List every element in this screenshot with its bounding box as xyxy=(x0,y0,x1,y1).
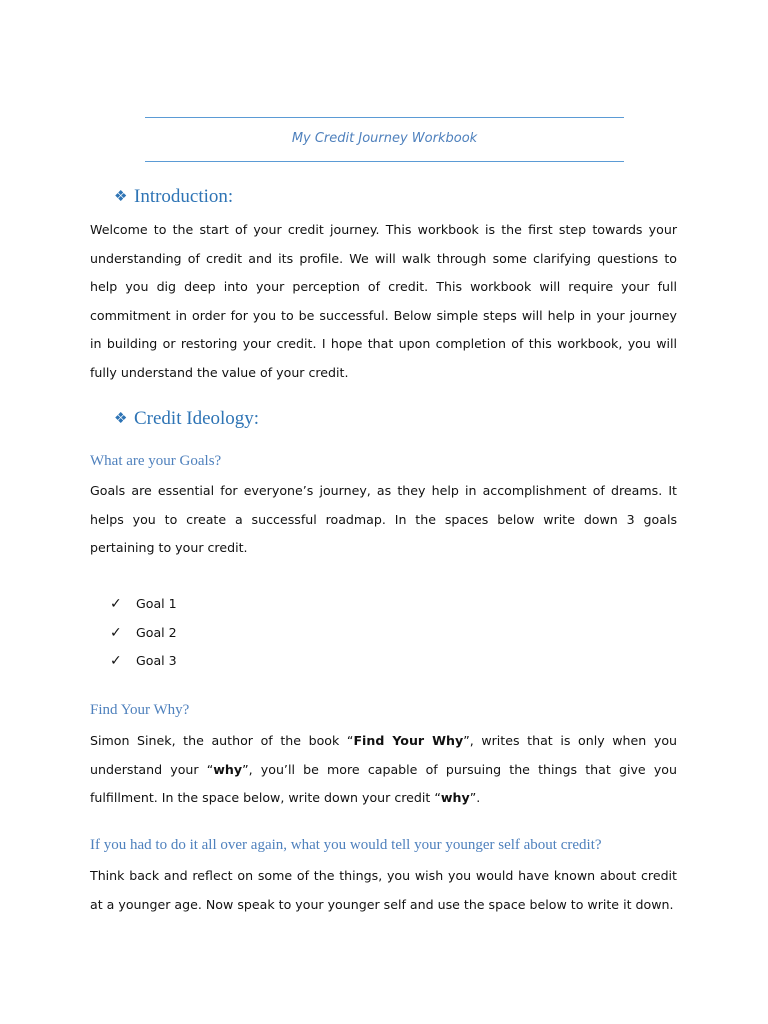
goal-label: Goal 1 xyxy=(136,596,177,611)
introduction-heading-text: Introduction: xyxy=(134,186,234,207)
list-item xyxy=(110,619,177,648)
diamond-bullet-icon: ❖ xyxy=(114,189,128,205)
goals-paragraph: Goals are essential for everyone’s journey, as they help in accomplishment of dreams. It helps you to create a successful roadmap. In the spaces below write down 3 goals pertaining to your credit. xyxy=(90,483,677,555)
why-text-part: ”, you’ll be more capable of pursuing the things that give you fulfillment. In the space below, write down your credit “ xyxy=(90,761,677,805)
list-item xyxy=(110,647,177,676)
find-your-why-paragraph xyxy=(90,727,677,813)
find-your-why-heading: Find Your Why? xyxy=(90,702,190,718)
introduction-paragraph: Welcome to the start of your credit journey. This workbook is the first step towards your understanding of credit and its profile. We will walk through some clarifying questions to help you dig deep into your perception of credit. This workbook will require your full commitment in order for you to be successful. Below simple steps will help in your journey in building or restoring your credit. I hope that upon completion of this workbook, you will fully understand the value of your credit. xyxy=(90,222,677,380)
checkmark-icon: ✓ xyxy=(110,596,122,612)
goal-label: Goal 2 xyxy=(136,624,177,640)
why-emphasis: why xyxy=(213,761,243,777)
why-text-part: ”. xyxy=(469,790,481,805)
header-rule-top xyxy=(145,117,624,118)
introduction-heading xyxy=(114,186,233,208)
why-text-part: ”, writes that is only when you understand your “ xyxy=(90,733,678,777)
header-title: My Credit Journey Workbook xyxy=(291,131,478,146)
goals-list xyxy=(110,590,177,676)
checkmark-icon: ✓ xyxy=(110,624,122,641)
goals-heading: What are your Goals? xyxy=(90,453,222,469)
diamond-bullet-icon: ❖ xyxy=(114,411,128,427)
credit-ideology-heading xyxy=(114,408,259,430)
checkmark-icon: ✓ xyxy=(110,653,122,669)
book-title: Find Your Why xyxy=(353,733,464,748)
header-rule-bottom xyxy=(145,161,624,162)
credit-ideology-heading-text: Credit Ideology: xyxy=(134,408,260,429)
goal-label: Goal 3 xyxy=(136,653,177,668)
why-text-part: Simon Sinek, the author of the book “ xyxy=(90,733,354,748)
younger-self-paragraph: Think back and reflect on some of the things, you wish you would have known about credit at a younger age. Now speak to your younger self and use the space below to write it down. xyxy=(90,868,677,912)
younger-self-heading: If you had to do it all over again, what you would tell your younger self about credit? xyxy=(90,837,602,853)
list-item xyxy=(110,590,177,619)
why-emphasis: why xyxy=(440,790,470,805)
